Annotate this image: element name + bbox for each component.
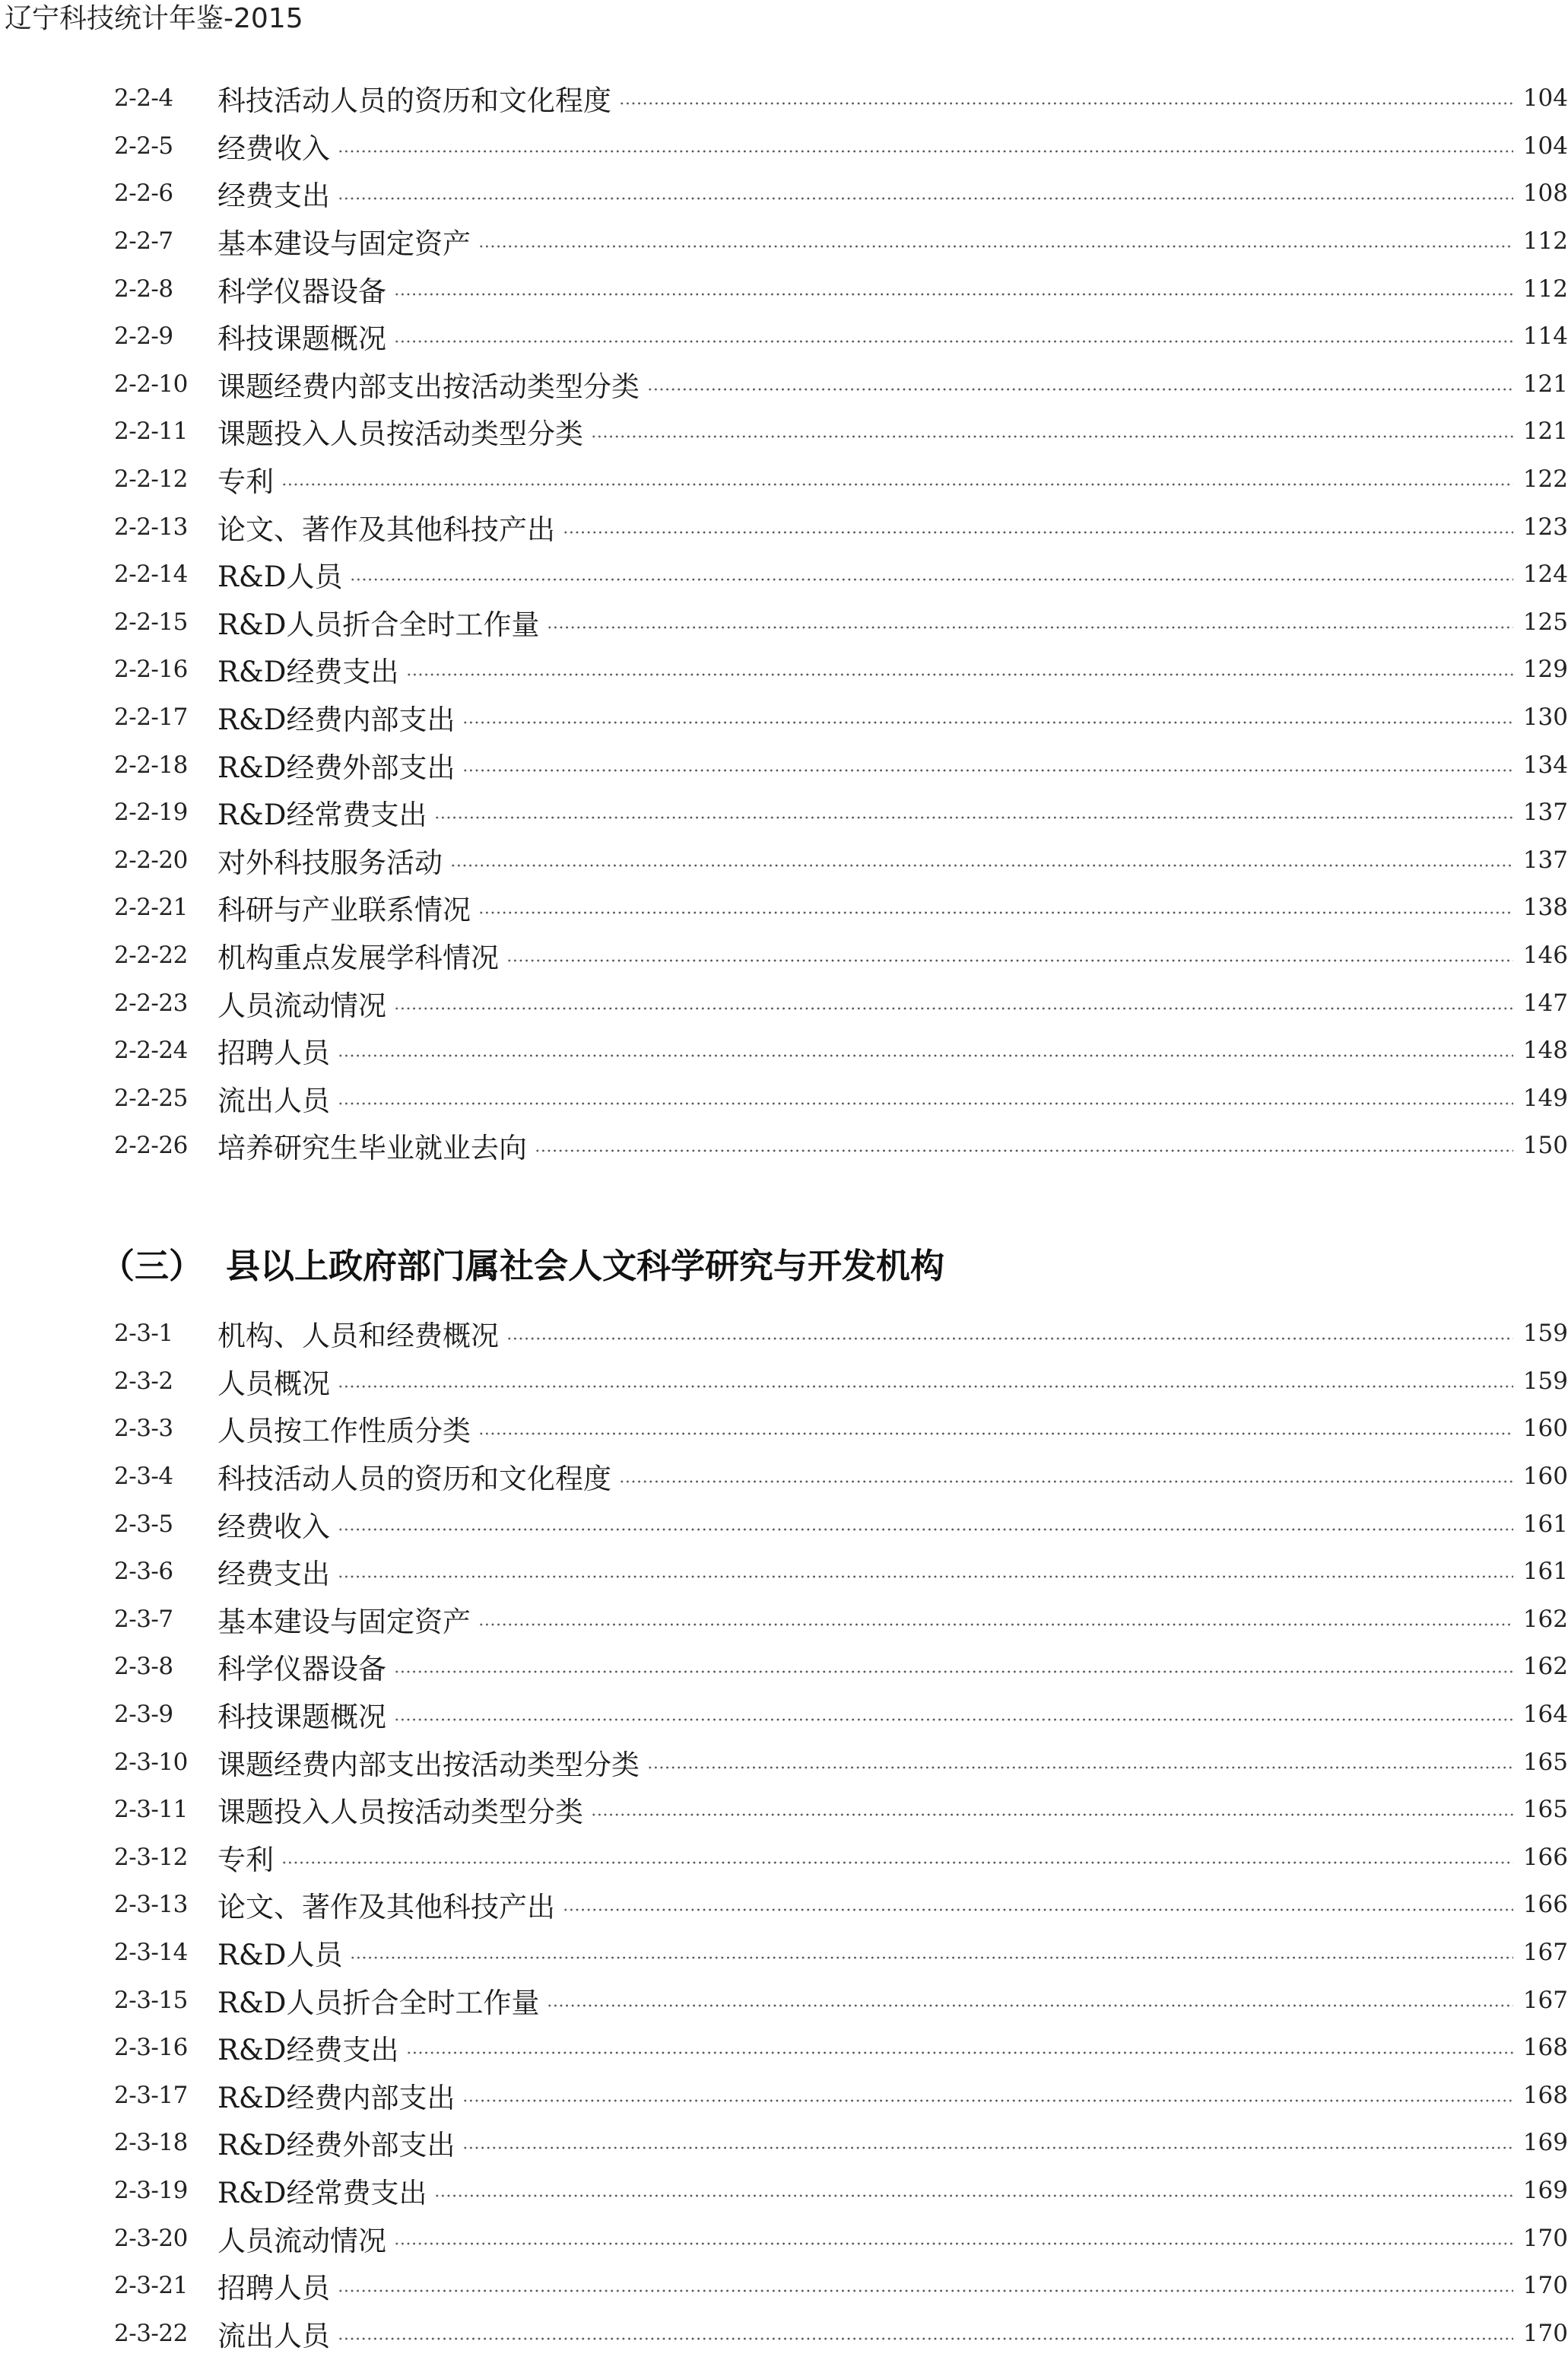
toc-entry-page: 129 (1522, 656, 1568, 684)
toc-entry-code: 2-2-8 (114, 275, 173, 303)
toc-entry-title: 经费支出 (217, 179, 330, 213)
toc-entry-code: 2-3-2 (114, 1367, 173, 1395)
toc-entry[interactable] (0, 599, 1568, 646)
dot-leader (462, 2099, 1513, 2102)
toc-entry-page: 167 (1522, 1986, 1568, 2014)
dot-leader (547, 2004, 1513, 2007)
toc-entry[interactable] (0, 2072, 1568, 2120)
dot-leader (462, 721, 1513, 724)
toc-entry[interactable] (0, 503, 1568, 551)
toc-entry-title: 经费支出 (217, 1558, 330, 1591)
toc-entry-code: 2-3-10 (114, 1748, 188, 1776)
toc-entry-page: 104 (1522, 132, 1568, 160)
toc-entry-page: 137 (1522, 799, 1568, 827)
toc-entry-page: 170 (1522, 2272, 1568, 2300)
toc-entry-code: 2-3-3 (114, 1415, 173, 1443)
toc-entry-code: 2-3-8 (114, 1653, 173, 1681)
toc-entry-page: 148 (1522, 1037, 1568, 1065)
toc-entry-page: 138 (1522, 894, 1568, 922)
toc-entry-code: 2-2-23 (114, 989, 188, 1017)
toc-entry[interactable] (0, 1027, 1568, 1075)
toc-entry-code: 2-2-13 (114, 513, 188, 541)
section-heading-3 (100, 1238, 944, 1288)
toc-entry-title: 科研与产业联系情况 (217, 894, 471, 927)
toc-entry-title: 人员概况 (217, 1367, 330, 1400)
dot-leader (563, 531, 1513, 534)
dot-leader (338, 1528, 1513, 1531)
dot-leader (394, 1007, 1513, 1010)
toc-entry[interactable] (0, 2309, 1568, 2357)
toc-entry[interactable] (0, 884, 1568, 932)
toc-entry-code: 2-3-9 (114, 1701, 173, 1729)
toc-entry-code: 2-2-25 (114, 1084, 188, 1112)
toc-entry[interactable] (0, 1929, 1568, 1977)
toc-entry-page: 147 (1522, 989, 1568, 1017)
dot-leader (394, 1670, 1513, 1673)
dot-leader (434, 2194, 1513, 2197)
toc-entry-title: 招聘人员 (217, 1037, 330, 1070)
toc-entry[interactable] (0, 122, 1568, 170)
toc-entry-title: R&D经常费支出 (217, 2176, 427, 2209)
toc-entry-page: 160 (1522, 1463, 1568, 1491)
toc-entry-code: 2-3-14 (114, 1939, 188, 1967)
toc-entry[interactable] (0, 551, 1568, 599)
toc-entry-title: 科学仪器设备 (217, 1653, 386, 1686)
toc-entry-code: 2-2-7 (114, 227, 173, 256)
toc-entry[interactable] (0, 837, 1568, 885)
toc-entry-title: R&D人员折合全时工作量 (217, 608, 540, 641)
toc-entry[interactable] (0, 1358, 1568, 1406)
toc-entry-page: 114 (1522, 322, 1568, 351)
toc-entry-title: 课题经费内部支出按活动类型分类 (217, 1748, 640, 1781)
toc-entry-page: 149 (1522, 1084, 1568, 1112)
dot-leader (462, 2146, 1513, 2149)
toc-entry-code: 2-2-11 (114, 418, 188, 446)
toc-entry-title: 经费收入 (217, 1510, 330, 1543)
toc-entry-code: 2-2-24 (114, 1037, 188, 1065)
toc-entry-code: 2-3-22 (114, 2319, 188, 2347)
dot-leader (338, 1102, 1513, 1105)
toc-entry-code: 2-3-7 (114, 1605, 173, 1633)
toc-entry[interactable] (0, 646, 1568, 694)
toc-entry[interactable] (0, 741, 1568, 789)
toc-entry-page: 165 (1522, 1796, 1568, 1824)
dot-leader (478, 1623, 1513, 1626)
toc-entry-page: 137 (1522, 846, 1568, 874)
dot-leader (394, 340, 1513, 343)
toc-entry-title: 人员流动情况 (217, 989, 386, 1022)
toc-entry[interactable] (0, 1596, 1568, 1644)
toc-entry-title: 人员流动情况 (217, 2224, 386, 2257)
toc-entry[interactable] (0, 408, 1568, 456)
toc-entry-title: 课题投入人员按活动类型分类 (217, 1796, 583, 1829)
toc-entry-code: 2-2-10 (114, 370, 188, 398)
toc-entry-code: 2-3-16 (114, 2034, 188, 2062)
toc-entry-page: 121 (1522, 418, 1568, 446)
toc-entry-code: 2-3-20 (114, 2224, 188, 2252)
toc-entry[interactable] (0, 1310, 1568, 1358)
toc-entry-title: R&D人员 (217, 561, 343, 594)
toc-entry[interactable] (0, 1834, 1568, 1882)
toc-entry-code: 2-3-19 (114, 2176, 188, 2204)
toc-entry[interactable] (0, 2167, 1568, 2215)
dot-leader (619, 102, 1513, 105)
toc-entry-page: 146 (1522, 941, 1568, 969)
toc-entry-title: 基本建设与固定资产 (217, 1605, 471, 1638)
toc-entry-title: R&D人员 (217, 1939, 343, 1972)
toc-entry-code: 2-2-16 (114, 656, 188, 684)
toc-entry-code: 2-3-1 (114, 1320, 173, 1348)
toc-entry-title: R&D经费支出 (217, 2034, 399, 2067)
toc-entry-page: 169 (1522, 2129, 1568, 2157)
dot-leader (563, 1908, 1513, 1911)
toc-entry-title: R&D经费内部支出 (217, 2081, 455, 2114)
toc-entry-title: 科技课题概况 (217, 322, 386, 356)
toc-entry-title: R&D经费支出 (217, 656, 399, 689)
toc-entry-code: 2-2-20 (114, 846, 188, 874)
toc-entry-page: 161 (1522, 1558, 1568, 1586)
dot-leader (478, 245, 1513, 248)
toc-entry-title: 课题投入人员按活动类型分类 (217, 418, 583, 451)
toc-entry-code: 2-3-13 (114, 1891, 188, 1919)
toc-entry-page: 112 (1522, 227, 1568, 256)
toc-entry-title: 科技课题概况 (217, 1701, 386, 1734)
dot-leader (450, 864, 1513, 867)
dot-leader (338, 1575, 1513, 1578)
toc-entry[interactable] (0, 218, 1568, 265)
toc-entry-title: 科技活动人员的资历和文化程度 (217, 1463, 611, 1496)
dot-leader (647, 388, 1513, 391)
toc-entry-code: 2-2-19 (114, 799, 188, 827)
toc-entry-title: 机构、人员和经费概况 (217, 1320, 499, 1353)
toc-entry-page: 167 (1522, 1939, 1568, 1967)
toc-entry-page: 160 (1522, 1415, 1568, 1443)
toc-entry-page: 123 (1522, 513, 1568, 541)
toc-entry-page: 121 (1522, 370, 1568, 398)
dot-leader (338, 150, 1513, 153)
toc-entry[interactable] (0, 1881, 1568, 1929)
toc-entry-title: 专利 (217, 465, 274, 499)
toc-entry-title: 经费收入 (217, 132, 330, 165)
toc-entry-code: 2-2-21 (114, 894, 188, 922)
toc-entry-code: 2-2-15 (114, 608, 188, 636)
toc-entry-page: 125 (1522, 608, 1568, 636)
toc-entry-page: 168 (1522, 2081, 1568, 2109)
toc-entry-page: 108 (1522, 179, 1568, 208)
dot-leader (281, 483, 1513, 486)
dot-leader (535, 1149, 1513, 1152)
toc-entry-title: 招聘人员 (217, 2272, 330, 2305)
toc-entry-title: R&D经费外部支出 (217, 2129, 455, 2162)
toc-entry-title: R&D人员折合全时工作量 (217, 1986, 540, 2019)
toc-entry-code: 2-2-17 (114, 704, 188, 732)
toc-entry[interactable] (0, 456, 1568, 503)
toc-entry-page: 134 (1522, 751, 1568, 779)
toc-entry[interactable] (0, 1405, 1568, 1453)
toc-entry[interactable] (0, 75, 1568, 122)
toc-entry[interactable] (0, 694, 1568, 742)
running-header: 辽宁科技统计年鉴-2015 (5, 3, 303, 34)
toc-entry-code: 2-3-18 (114, 2129, 188, 2157)
toc-entry-code: 2-3-11 (114, 1796, 188, 1824)
toc-entry-title: R&D经常费支出 (217, 799, 427, 832)
dot-leader (591, 1813, 1513, 1816)
toc-entry-code: 2-2-6 (114, 179, 173, 208)
toc-entry[interactable] (0, 2024, 1568, 2072)
dot-leader (547, 626, 1513, 629)
dot-leader (647, 1766, 1513, 1769)
toc-entry[interactable] (0, 1074, 1568, 1122)
toc-entry-code: 2-3-5 (114, 1510, 173, 1538)
toc-entry-page: 124 (1522, 561, 1568, 589)
toc-entry-title: R&D经费内部支出 (217, 704, 455, 737)
toc-entry-code: 2-3-12 (114, 1843, 188, 1871)
dot-leader (394, 1718, 1513, 1721)
toc-entry[interactable] (0, 2119, 1568, 2167)
toc-entry-code: 2-3-4 (114, 1463, 173, 1491)
toc-entry-page: 166 (1522, 1843, 1568, 1871)
toc-entry[interactable] (0, 1786, 1568, 1834)
toc-entry-code: 2-2-5 (114, 132, 173, 160)
toc-entry-title: 流出人员 (217, 1084, 330, 1117)
dot-leader (434, 816, 1513, 819)
toc-entry-code: 2-2-14 (114, 561, 188, 589)
toc-entry-code: 2-2-12 (114, 465, 188, 494)
toc-entry-title: 培养研究生毕业就业去向 (217, 1132, 527, 1165)
toc-entry-title: 基本建设与固定资产 (217, 227, 471, 261)
toc-entry[interactable] (0, 1122, 1568, 1170)
toc-entry-page: 162 (1522, 1653, 1568, 1681)
toc-entry-title: 人员按工作性质分类 (217, 1415, 471, 1448)
toc-entry[interactable] (0, 361, 1568, 408)
dot-leader (281, 1861, 1513, 1864)
dot-leader (406, 2051, 1513, 2054)
dot-leader (591, 435, 1513, 438)
toc-entry-page: 168 (1522, 2034, 1568, 2062)
dot-leader (462, 769, 1513, 772)
toc-entry-page: 165 (1522, 1748, 1568, 1776)
toc-entry-page: 169 (1522, 2176, 1568, 2204)
toc-entry-title: 科技活动人员的资历和文化程度 (217, 84, 611, 118)
dot-leader (619, 1480, 1513, 1483)
dot-leader (338, 1385, 1513, 1388)
toc-entry-code: 2-2-26 (114, 1132, 188, 1160)
toc-entry[interactable] (0, 313, 1568, 361)
dot-leader (506, 1337, 1513, 1340)
toc-entry-title: R&D经费外部支出 (217, 751, 455, 784)
dot-leader (338, 1054, 1513, 1057)
toc-entry-page: 150 (1522, 1132, 1568, 1160)
toc-entry-code: 2-3-21 (114, 2272, 188, 2300)
section-number: （三） (100, 1246, 204, 1286)
toc-entry[interactable] (0, 932, 1568, 980)
toc-entry[interactable] (0, 265, 1568, 313)
toc-entry-code: 2-2-18 (114, 751, 188, 779)
toc-entry-code: 2-2-9 (114, 322, 173, 351)
dot-leader (394, 2242, 1513, 2245)
toc-entry-page: 170 (1522, 2224, 1568, 2252)
toc-entry-title: 专利 (217, 1843, 274, 1876)
toc-entry[interactable] (0, 789, 1568, 837)
dot-leader (338, 2289, 1513, 2292)
toc-entry-title: 课题经费内部支出按活动类型分类 (217, 370, 640, 403)
toc-entry-page: 130 (1522, 704, 1568, 732)
toc-entry-page: 170 (1522, 2319, 1568, 2347)
toc-entry-code: 2-3-6 (114, 1558, 173, 1586)
toc-entry-page: 104 (1522, 84, 1568, 113)
toc-entry-page: 162 (1522, 1605, 1568, 1633)
toc-entry-page: 112 (1522, 275, 1568, 303)
toc-list-part1 (0, 75, 1568, 1170)
toc-entry[interactable] (0, 2262, 1568, 2310)
toc-entry-title: 科学仪器设备 (217, 275, 386, 308)
toc-entry-code: 2-3-15 (114, 1986, 188, 2014)
section-title: 县以上政府部门属社会人文科学研究与开发机构 (226, 1246, 945, 1286)
dot-leader (350, 1956, 1513, 1959)
toc-entry-code: 2-3-17 (114, 2081, 188, 2109)
toc-entry-title: 论文、著作及其他科技产出 (217, 1891, 555, 1924)
toc-entry-page: 159 (1522, 1320, 1568, 1348)
dot-leader (338, 197, 1513, 200)
toc-entry-title: 流出人员 (217, 2319, 330, 2352)
toc-list-part2 (0, 1310, 1568, 2357)
dot-leader (350, 578, 1513, 581)
dot-leader (478, 911, 1513, 914)
toc-entry[interactable] (0, 1453, 1568, 1501)
toc-entry[interactable] (0, 1976, 1568, 2024)
dot-leader (478, 1432, 1513, 1435)
toc-entry-page: 159 (1522, 1367, 1568, 1395)
toc-entry[interactable] (0, 1548, 1568, 1596)
toc-entry[interactable] (0, 170, 1568, 218)
toc-entry[interactable] (0, 1643, 1568, 1691)
toc-entry-page: 122 (1522, 465, 1568, 494)
toc-entry-title: 机构重点发展学科情况 (217, 941, 499, 974)
dot-leader (394, 293, 1513, 296)
toc-entry[interactable] (0, 979, 1568, 1027)
dot-leader (406, 673, 1513, 676)
toc-entry[interactable] (0, 1500, 1568, 1548)
toc-entry-code: 2-2-4 (114, 84, 173, 113)
toc-entry-page: 161 (1522, 1510, 1568, 1538)
toc-entry-title: 对外科技服务活动 (217, 846, 443, 879)
toc-entry-code: 2-2-22 (114, 941, 188, 969)
toc-entry-title: 论文、著作及其他科技产出 (217, 513, 555, 546)
toc-entry[interactable] (0, 1691, 1568, 1739)
toc-entry-page: 166 (1522, 1891, 1568, 1919)
toc-entry[interactable] (0, 2214, 1568, 2262)
toc-entry[interactable] (0, 1738, 1568, 1786)
toc-entry-page: 164 (1522, 1701, 1568, 1729)
dot-leader (506, 959, 1513, 962)
dot-leader (338, 2337, 1513, 2340)
